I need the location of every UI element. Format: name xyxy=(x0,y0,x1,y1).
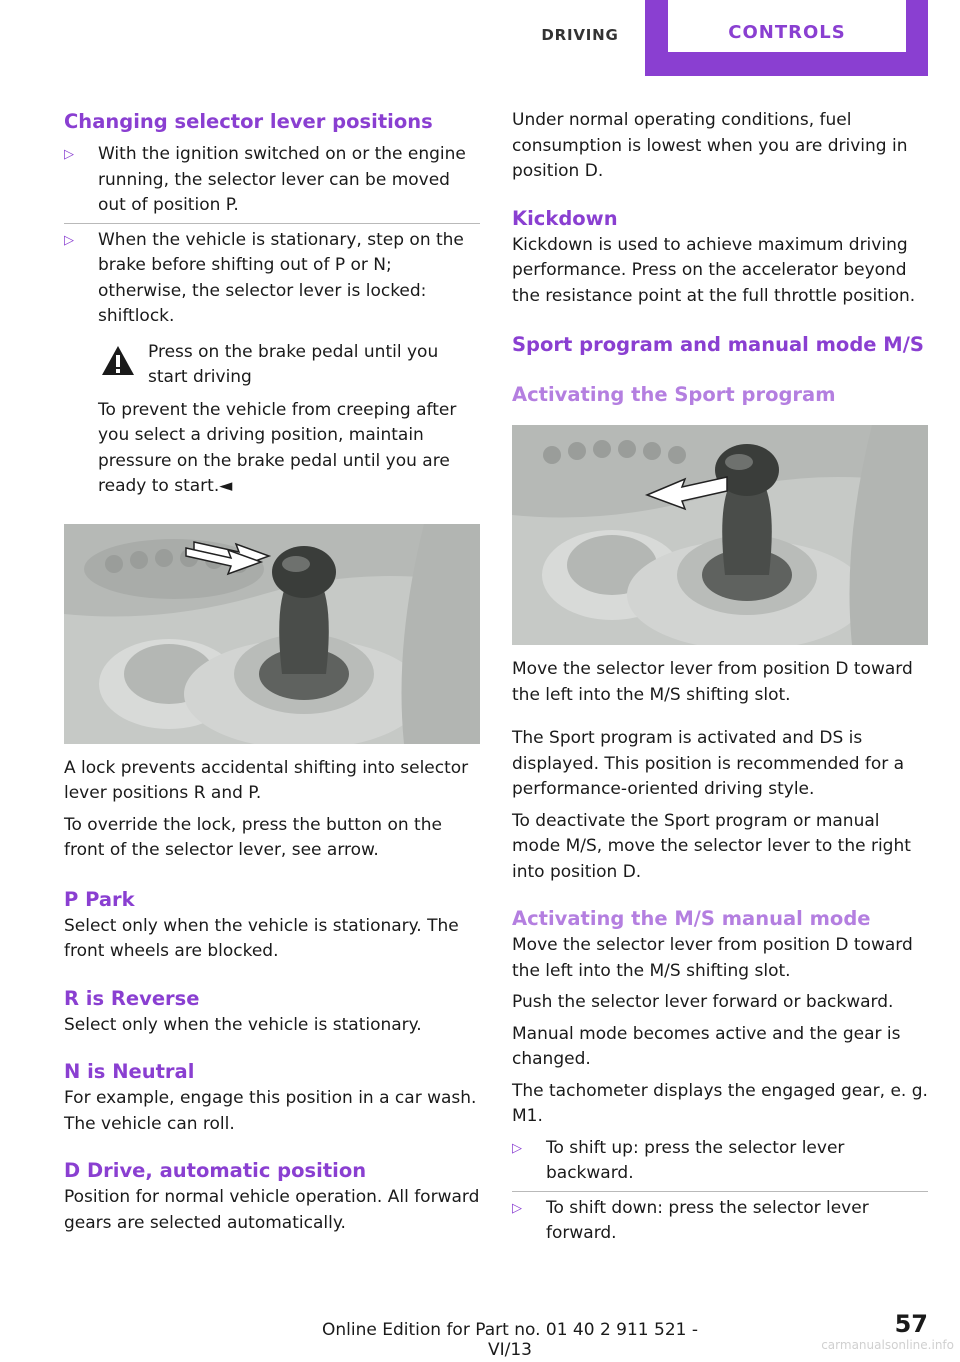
park-text: Select only when the vehicle is stationary. The front wheels are blocked. xyxy=(64,915,459,961)
heading-reverse: R is Reverse xyxy=(64,986,200,1010)
fuel-paragraph: Under normal operating conditions, fuel consumption is lowest when you are driving in position D. xyxy=(512,110,908,181)
triangle-right-icon: ▷ xyxy=(64,232,74,248)
warning-title: Press on the brake pedal until you start driving xyxy=(148,341,439,387)
lock-paragraph-2: To override the lock, press the button on the front of the selector lever, see arrow. xyxy=(64,814,442,860)
drive-text: Position for normal vehicle operation. All forward gears are selected automatically. xyxy=(64,1187,480,1233)
list-item-text: With the ignition switched on or the engine running, the selector lever can be moved out of position P. xyxy=(98,144,466,215)
sport-paragraph-2: The Sport program is activated and DS is displayed. This position is recommended for a performance-oriented driving style. xyxy=(512,728,905,799)
heading-neutral: N is Neutral xyxy=(64,1060,195,1083)
footer-edition: Online Edition for Part no. 01 40 2 911 521 - VI/13 xyxy=(321,1320,699,1360)
left-column xyxy=(64,108,480,1236)
warning-body: To prevent the vehicle from creeping after you select a driving position, maintain pressure on the brake pedal until you are ready to start.◄ xyxy=(98,399,457,496)
list-item-text: To shift down: press the selector lever forward. xyxy=(546,1197,869,1243)
heading-sport-manual: Sport program and manual mode M/S xyxy=(512,333,924,356)
neutral-text: For example, engage this position in a car wash. The vehicle can roll. xyxy=(64,1088,477,1134)
selector-lever-lock-photo xyxy=(64,524,480,744)
right-column xyxy=(512,108,928,1247)
heading-manual-mode: Activating the M/S manual mode xyxy=(512,907,871,930)
triangle-right-icon: ▷ xyxy=(512,1200,522,1216)
heading-activate-sport: Activating the Sport program xyxy=(512,383,836,406)
reverse-text: Select only when the vehicle is stationary. xyxy=(64,1014,422,1035)
lock-paragraph-1: A lock prevents accidental shifting into selector lever positions R and P. xyxy=(64,757,469,803)
warning-box xyxy=(64,340,480,391)
heading-kickdown: Kickdown xyxy=(512,206,618,230)
watermark: carmanualsonline.info xyxy=(821,1338,954,1352)
sport-paragraph-1: Move the selector lever from position D toward the left into the M/S shifting slot. xyxy=(512,659,913,705)
header-tab-controls[interactable]: CONTROLS xyxy=(728,22,846,43)
sport-paragraph-3: To deactivate the Sport program or manual mode M/S, move the selector lever to the right into position D. xyxy=(512,810,911,882)
list-item-text: To shift up: press the selector lever backward. xyxy=(546,1137,845,1183)
list-item xyxy=(64,228,480,330)
manual-paragraph-3: Manual mode becomes active and the gear is changed. xyxy=(512,1023,901,1069)
warning-triangle-icon xyxy=(100,344,136,378)
manual-paragraph-1: Move the selector lever from position D toward the left into the M/S shifting slot. xyxy=(512,935,913,981)
manual-paragraph-2: Push the selector lever forward or backward. xyxy=(512,992,894,1012)
triangle-right-icon: ▷ xyxy=(512,1140,522,1156)
heading-drive: D Drive, automatic position xyxy=(64,1159,367,1182)
selector-lever-sport-photo xyxy=(512,425,928,645)
header-section-label: DRIVING xyxy=(541,26,619,44)
triangle-right-icon: ▷ xyxy=(64,147,74,162)
kickdown-text: Kickdown is used to achieve maximum driving performance. Press on the accelerator beyond the resistance point at the full throttle position. xyxy=(512,234,916,306)
divider xyxy=(512,1191,928,1192)
list-item-text: When the vehicle is stationary, step on the brake before shifting out of P or N; otherwise, the selector lever is locked: shiftlock. xyxy=(98,229,464,326)
list-item xyxy=(512,1136,928,1187)
heading-park: P Park xyxy=(64,887,135,911)
divider xyxy=(64,223,480,224)
manual-paragraph-4: The tachometer displays the engaged gear, e. g. M1. xyxy=(512,1080,928,1126)
list-item xyxy=(512,1196,928,1247)
list-item xyxy=(64,142,480,219)
heading-changing-selector: Changing selector lever positions xyxy=(64,110,433,133)
page-number: 57 xyxy=(894,1310,928,1338)
